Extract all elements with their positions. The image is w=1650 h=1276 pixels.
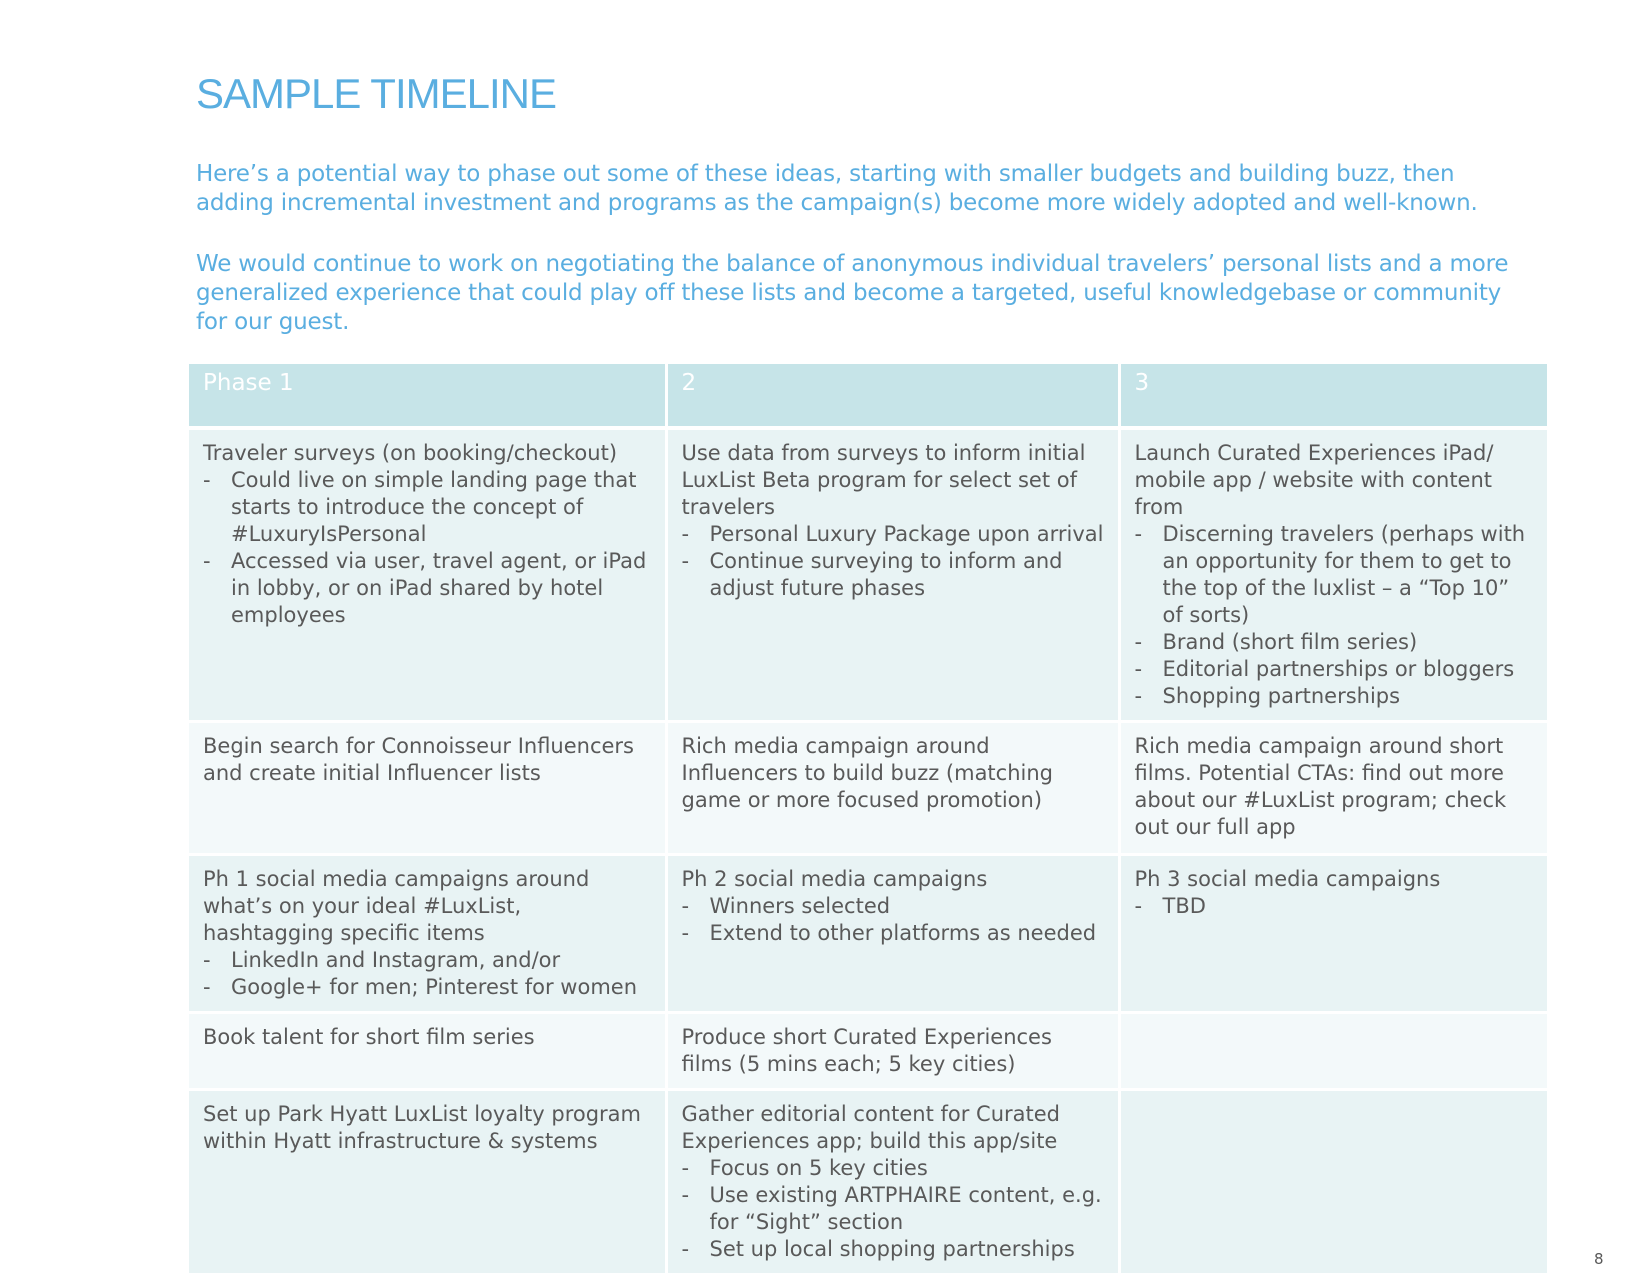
table-row (189, 1013, 1547, 1090)
cell-text: Book talent for short film series (203, 1025, 535, 1049)
bullet-list (682, 1155, 1104, 1263)
list-item: - Personal Luxury Package upon arrival (682, 521, 1104, 548)
table-cell (666, 1013, 1119, 1090)
table-cell (189, 428, 666, 722)
bullet-list (1135, 893, 1534, 920)
cell-text: Ph 2 social media campaigns (681, 867, 988, 891)
cell-text: Begin search for Connoisseur Influencers and create initial Influencer lists (203, 734, 635, 785)
table-cell (666, 855, 1119, 1013)
list-item: - TBD (1135, 893, 1534, 920)
table-cell (189, 855, 666, 1013)
table-cell (189, 1013, 666, 1090)
bullet-list (203, 947, 651, 1001)
table-row (189, 428, 1547, 722)
table-header-row (189, 364, 1547, 428)
list-item: - Use existing ARTPHAIRE content, e.g. for “Sight” section (682, 1182, 1104, 1236)
list-item: - Extend to other platforms as needed (682, 920, 1104, 947)
table-row (189, 855, 1547, 1013)
bullet-list (682, 521, 1104, 602)
list-item: - Editorial partnerships or bloggers (1135, 656, 1534, 683)
list-item: - Shopping partnerships (1135, 683, 1534, 710)
table-cell (1119, 428, 1547, 722)
list-item: - Could live on simple landing page that starts to introduce the concept of #LuxuryIsPersonal (203, 467, 651, 548)
table-row (189, 722, 1547, 855)
list-item: - Brand (short film series) (1135, 629, 1534, 656)
column-header-phase-3: 3 (1119, 364, 1547, 428)
table-cell (1119, 855, 1547, 1013)
list-item: - LinkedIn and Instagram, and/or (203, 947, 651, 974)
column-header-phase-2: 2 (666, 364, 1119, 428)
intro-paragraph-2: We would continue to work on negotiating the balance of anonymous individual travelers’ personal lists and a more generalized experience that could play off these lists and become a targeted, useful knowledgebase or community for our guest. (196, 251, 1509, 335)
list-item: - Set up local shopping partnerships (682, 1236, 1104, 1263)
page-number: 8 (1594, 1250, 1604, 1268)
table-cell (666, 1090, 1119, 1275)
cell-text: Rich media campaign around Influencers to build buzz (matching game or more focused promotion) (681, 734, 1053, 812)
table-cell (189, 722, 666, 855)
list-item: - Accessed via user, travel agent, or iPad in lobby, or on iPad shared by hotel employees (203, 548, 651, 629)
table-cell (666, 428, 1119, 722)
timeline-table (189, 364, 1547, 1276)
table-cell (1119, 722, 1547, 855)
cell-text: Set up Park Hyatt LuxList loyalty program within Hyatt infrastructure & systems (203, 1102, 642, 1153)
bullet-list (1135, 521, 1534, 710)
bullet-list (682, 893, 1104, 947)
list-item: - Google+ for men; Pinterest for women (203, 974, 651, 1001)
table-cell (1119, 1090, 1547, 1275)
cell-text: Use data from surveys to inform initial LuxList Beta program for select set of travelers (681, 441, 1086, 519)
cell-text: Rich media campaign around short films. Potential CTAs: find out more about our #LuxList program; check out our full app (1134, 734, 1507, 839)
bullet-list (203, 467, 651, 629)
table-row (189, 1090, 1547, 1275)
list-item: - Winners selected (682, 893, 1104, 920)
table-cell (666, 722, 1119, 855)
list-item: - Discerning travelers (perhaps with an opportunity for them to get to the top of the luxlist – a “Top 10” of sorts) (1135, 521, 1534, 629)
list-item: - Continue surveying to inform and adjust future phases (682, 548, 1104, 602)
table-cell (189, 1090, 666, 1275)
page-title: SAMPLE TIMELINE (196, 70, 557, 117)
intro-paragraph-1: Here’s a potential way to phase out some of these ideas, starting with smaller budgets and building buzz, then adding incremental investment and programs as the campaign(s) become more widely adopted and well-known. (196, 161, 1478, 216)
cell-text: Launch Curated Experiences iPad/ mobile app / website with content from (1134, 441, 1494, 519)
table-cell (1119, 1013, 1547, 1090)
cell-text: Ph 1 social media campaigns around what’s on your ideal #LuxList, hashtagging specific items (203, 867, 590, 945)
cell-text: Traveler surveys (on booking/checkout) (203, 441, 618, 465)
intro-text (196, 160, 1536, 369)
column-header-phase-1: Phase 1 (189, 364, 666, 428)
cell-text: Gather editorial content for Curated Experiences app; build this app/site (681, 1102, 1061, 1153)
cell-text: Produce short Curated Experiences films (5 mins each; 5 key cities) (681, 1025, 1052, 1076)
cell-text: Ph 3 social media campaigns (1134, 867, 1441, 891)
list-item: - Focus on 5 key cities (682, 1155, 1104, 1182)
